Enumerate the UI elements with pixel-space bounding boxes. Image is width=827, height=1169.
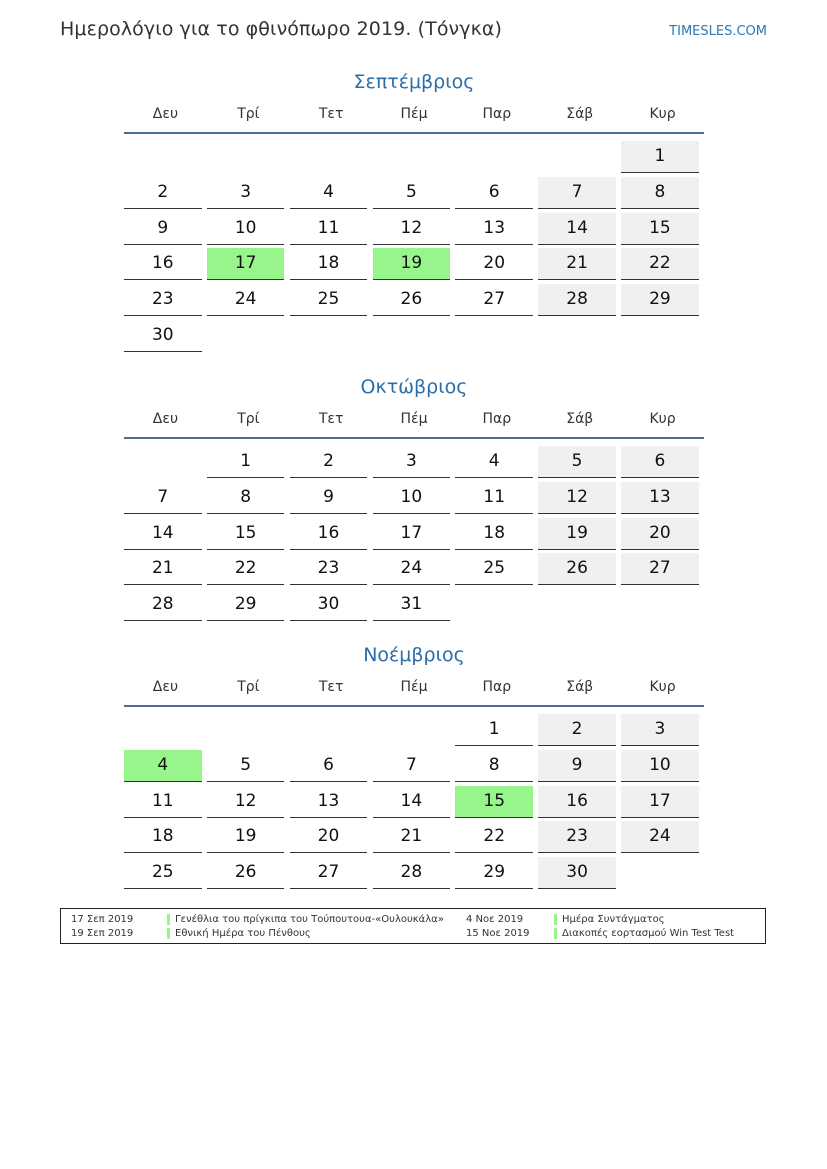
weekday-label: Σάβ	[566, 679, 594, 695]
day-cell[interactable]: 14	[124, 518, 202, 550]
day-cell[interactable]: 11	[290, 213, 368, 245]
day-cell[interactable]: 17	[207, 248, 285, 280]
empty-day-cell	[455, 320, 533, 351]
weekday-label: Τρί	[237, 106, 260, 122]
week-row	[124, 747, 704, 783]
day-cell[interactable]: 6	[621, 446, 699, 478]
month-title: Οκτώβριος	[360, 376, 468, 398]
day-cell[interactable]: 8	[621, 177, 699, 209]
empty-day-cell	[538, 589, 616, 620]
month-calendar	[124, 373, 704, 622]
weekday-label: Τρί	[237, 679, 260, 695]
weekday-label: Κυρ	[649, 106, 676, 122]
day-cell[interactable]: 19	[538, 518, 616, 550]
day-cell[interactable]: 29	[621, 284, 699, 316]
day-cell[interactable]: 14	[373, 786, 451, 818]
weekday-label: Τετ	[318, 679, 344, 695]
day-cell[interactable]: 16	[538, 786, 616, 818]
day-cell[interactable]: 3	[621, 714, 699, 746]
holiday-marker-icon	[167, 914, 170, 925]
weekday-label: Σάβ	[566, 411, 594, 427]
empty-day-cell	[124, 141, 202, 172]
day-cell[interactable]: 17	[621, 786, 699, 818]
empty-day-cell	[455, 589, 533, 620]
legend-date: 17 Σεπ 2019	[71, 914, 134, 925]
day-cell[interactable]: 15	[207, 518, 285, 550]
day-cell[interactable]: 22	[207, 553, 285, 585]
week-row	[124, 281, 704, 317]
day-cell[interactable]: 1	[207, 446, 285, 478]
weekday-label: Τετ	[318, 411, 344, 427]
day-cell[interactable]: 8	[207, 482, 285, 514]
day-cell[interactable]: 27	[455, 284, 533, 316]
week-row	[124, 317, 704, 353]
empty-day-cell	[373, 141, 451, 172]
day-cell[interactable]: 1	[455, 714, 533, 746]
empty-day-cell	[290, 320, 368, 351]
week-row	[124, 586, 704, 622]
day-cell[interactable]: 28	[124, 589, 202, 621]
month-title: Σεπτέμβριος	[353, 71, 475, 93]
holiday-marker-icon	[167, 928, 170, 939]
day-cell[interactable]: 24	[207, 284, 285, 316]
empty-day-cell	[538, 320, 616, 351]
day-cell[interactable]: 7	[373, 750, 451, 782]
day-cell[interactable]: 1	[621, 141, 699, 173]
day-cell[interactable]: 22	[621, 248, 699, 280]
week-row	[124, 245, 704, 281]
day-cell[interactable]: 11	[455, 482, 533, 514]
weekday-label: Πέμ	[400, 106, 428, 122]
month-calendar	[124, 641, 704, 890]
week-row	[124, 479, 704, 515]
day-cell[interactable]: 2	[124, 177, 202, 209]
weekday-label: Παρ	[482, 679, 512, 695]
legend-date: 15 Νοε 2019	[466, 928, 530, 939]
day-cell[interactable]: 18	[290, 248, 368, 280]
week-row	[124, 210, 704, 246]
day-cell[interactable]: 9	[290, 482, 368, 514]
day-cell[interactable]: 22	[455, 821, 533, 853]
day-cell[interactable]: 12	[373, 213, 451, 245]
day-cell[interactable]: 29	[455, 857, 533, 889]
day-cell[interactable]: 21	[538, 248, 616, 280]
day-cell[interactable]: 4	[455, 446, 533, 478]
day-cell[interactable]: 13	[455, 213, 533, 245]
weekday-label: Παρ	[482, 411, 512, 427]
legend-date: 4 Νοε 2019	[466, 914, 524, 925]
empty-day-cell	[290, 714, 368, 745]
day-cell[interactable]: 25	[455, 553, 533, 585]
holiday-marker-icon	[554, 928, 557, 939]
day-cell[interactable]: 10	[207, 213, 285, 245]
day-cell[interactable]: 30	[290, 589, 368, 621]
empty-day-cell	[124, 446, 202, 477]
week-row	[124, 854, 704, 890]
day-cell[interactable]: 27	[290, 857, 368, 889]
holiday-legend	[60, 908, 766, 944]
day-cell[interactable]: 17	[373, 518, 451, 550]
weekday-label: Κυρ	[649, 679, 676, 695]
week-row	[124, 515, 704, 551]
day-cell[interactable]: 25	[290, 284, 368, 316]
weekday-header	[124, 409, 704, 439]
empty-day-cell	[373, 320, 451, 351]
legend-date: 19 Σεπ 2019	[71, 928, 134, 939]
day-cell[interactable]: 25	[124, 857, 202, 889]
day-cell[interactable]: 2	[290, 446, 368, 478]
week-row	[124, 443, 704, 479]
day-cell[interactable]: 5	[538, 446, 616, 478]
weekday-label: Παρ	[482, 106, 512, 122]
day-cell[interactable]: 6	[455, 177, 533, 209]
day-cell[interactable]: 12	[207, 786, 285, 818]
day-cell[interactable]: 7	[538, 177, 616, 209]
weekday-label: Κυρ	[649, 411, 676, 427]
day-cell[interactable]: 19	[207, 821, 285, 853]
week-row	[124, 138, 704, 174]
day-cell[interactable]: 19	[373, 248, 451, 280]
day-cell[interactable]: 29	[207, 589, 285, 621]
week-row	[124, 174, 704, 210]
legend-name: Ημέρα Συντάγματος	[562, 914, 665, 925]
day-cell[interactable]: 15	[621, 213, 699, 245]
empty-day-cell	[621, 589, 699, 620]
weekday-label: Σάβ	[566, 106, 594, 122]
day-cell[interactable]: 5	[207, 750, 285, 782]
legend-name: Εθνική Ημέρα του Πένθους	[175, 928, 311, 939]
day-cell[interactable]: 23	[538, 821, 616, 853]
day-cell[interactable]: 14	[538, 213, 616, 245]
holiday-marker-icon	[554, 914, 557, 925]
empty-day-cell	[207, 714, 285, 745]
day-cell[interactable]: 3	[373, 446, 451, 478]
day-cell[interactable]: 10	[373, 482, 451, 514]
empty-day-cell	[455, 141, 533, 172]
day-cell[interactable]: 26	[207, 857, 285, 889]
empty-day-cell	[207, 320, 285, 351]
week-row	[124, 550, 704, 586]
weekday-header	[124, 104, 704, 134]
day-cell[interactable]: 18	[124, 821, 202, 853]
day-cell[interactable]: 4	[124, 750, 202, 782]
day-cell[interactable]: 2	[538, 714, 616, 746]
day-cell[interactable]: 15	[455, 786, 533, 818]
legend-name: Διακοπές εορτασμού Win Test Test	[562, 928, 735, 939]
day-cell[interactable]: 23	[290, 553, 368, 585]
day-cell[interactable]: 13	[621, 482, 699, 514]
day-cell[interactable]: 6	[290, 750, 368, 782]
empty-day-cell	[373, 714, 451, 745]
month-calendar	[124, 68, 704, 353]
week-row	[124, 711, 704, 747]
day-cell[interactable]: 18	[455, 518, 533, 550]
day-cell[interactable]: 28	[538, 284, 616, 316]
site-link[interactable]: TIMESLES.COM	[669, 24, 767, 39]
empty-day-cell	[124, 714, 202, 745]
weekday-label: Τρί	[237, 411, 260, 427]
day-cell[interactable]: 11	[124, 786, 202, 818]
day-cell[interactable]: 21	[124, 553, 202, 585]
day-cell[interactable]: 31	[373, 589, 451, 621]
legend-item	[466, 913, 756, 926]
page-title: Ημερολόγιο για το φθινόπωρο 2019. (Τόνγκα)	[60, 18, 503, 40]
empty-day-cell	[538, 141, 616, 172]
weekday-header	[124, 677, 704, 707]
day-cell[interactable]: 27	[621, 553, 699, 585]
day-cell[interactable]: 24	[621, 821, 699, 853]
empty-day-cell	[621, 320, 699, 351]
empty-day-cell	[621, 857, 699, 888]
week-row	[124, 818, 704, 854]
weekday-label: Δευ	[152, 411, 179, 427]
legend-item	[71, 927, 411, 940]
day-cell[interactable]: 26	[538, 553, 616, 585]
day-cell[interactable]: 13	[290, 786, 368, 818]
legend-name: Γενέθλια του πρίγκιπα του Τούπουτουα-«Ουλουκάλα»	[175, 914, 444, 925]
day-cell[interactable]: 20	[621, 518, 699, 550]
day-cell[interactable]: 21	[373, 821, 451, 853]
weekday-label: Τετ	[318, 106, 344, 122]
day-cell[interactable]: 10	[621, 750, 699, 782]
day-cell[interactable]: 20	[455, 248, 533, 280]
day-cell[interactable]: 30	[538, 857, 616, 889]
weekday-label: Δευ	[152, 106, 179, 122]
day-cell[interactable]: 26	[373, 284, 451, 316]
day-cell[interactable]: 30	[124, 320, 202, 352]
legend-item	[71, 913, 444, 926]
month-title: Νοέμβριος	[363, 644, 465, 666]
day-cell[interactable]: 9	[538, 750, 616, 782]
day-cell[interactable]: 24	[373, 553, 451, 585]
legend-item	[466, 927, 756, 940]
week-row	[124, 783, 704, 819]
day-cell[interactable]: 28	[373, 857, 451, 889]
day-cell[interactable]: 20	[290, 821, 368, 853]
empty-day-cell	[207, 141, 285, 172]
weekday-label: Πέμ	[400, 679, 428, 695]
day-cell[interactable]: 23	[124, 284, 202, 316]
empty-day-cell	[290, 141, 368, 172]
day-cell[interactable]: 16	[290, 518, 368, 550]
weekday-label: Πέμ	[400, 411, 428, 427]
day-cell[interactable]: 5	[373, 177, 451, 209]
day-cell[interactable]: 4	[290, 177, 368, 209]
day-cell[interactable]: 16	[124, 248, 202, 280]
day-cell[interactable]: 7	[124, 482, 202, 514]
weekday-label: Δευ	[152, 679, 179, 695]
day-cell[interactable]: 3	[207, 177, 285, 209]
day-cell[interactable]: 8	[455, 750, 533, 782]
day-cell[interactable]: 9	[124, 213, 202, 245]
day-cell[interactable]: 12	[538, 482, 616, 514]
